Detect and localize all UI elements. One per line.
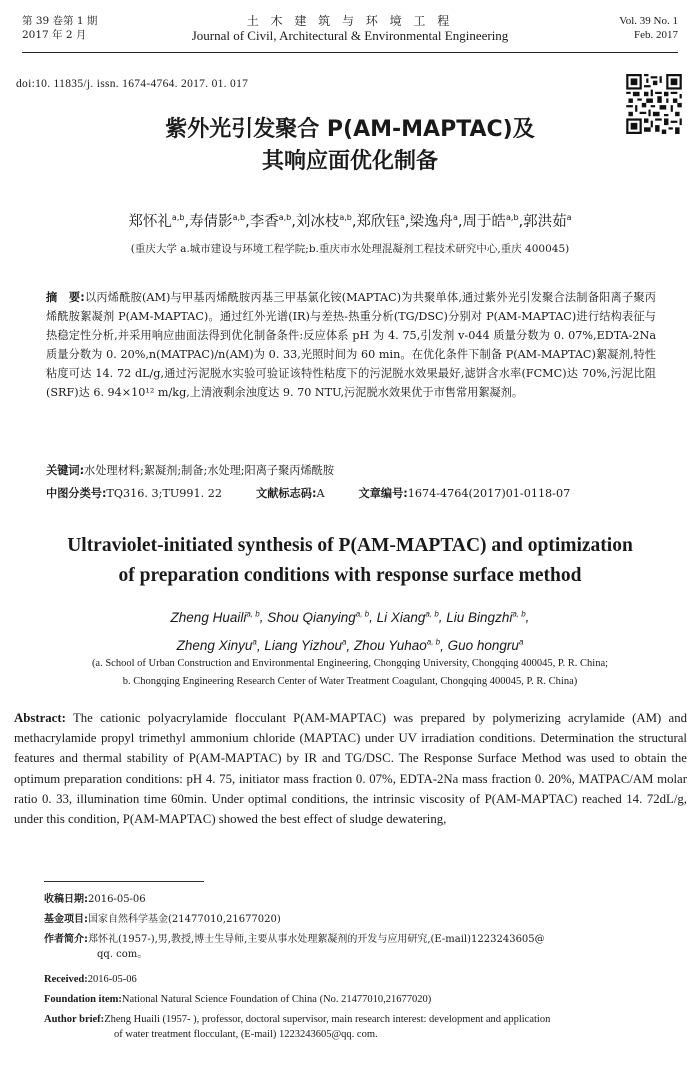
abstract-en — [14, 708, 687, 829]
author-list-en — [0, 601, 700, 658]
title-en-line1: Ultraviolet-initiated synthesis of P(AM-MAPTAC) and optimization — [67, 535, 633, 556]
title-cn-line1: 紫外光引发聚合 P(AM-MAPTAC)及 — [165, 117, 535, 142]
abstract-en-label: Abstract: — [14, 711, 66, 725]
author-list-cn: 郑怀礼$^{a,b}$,寿倩影$^{a,b}$,李香$^{a,b}$,刘冰枝$^{a,b}$,郑欣钰$^a$,梁逸舟$^a$,周于皓$^{a,b}$,郭洪茹$^a$ — [128, 213, 572, 230]
clc-value: TQ316. 3;TU991. 22 — [106, 487, 223, 500]
affiliation-cn: (重庆大学 a.城市建设与环境工程学院;b.重庆市水处理混凝剂工程技术研究中心,重庆 400045) — [130, 243, 570, 255]
keywords-cn — [46, 463, 666, 479]
keywords-cn-label: 关键词: — [46, 464, 85, 477]
authors-en-line1: Zheng Huaili$^{a, b}$, Shou Qianying$^{a, b}$, Li Xiang$^{a, b}$, Liu Bingzhi$^{a, b}$, — [170, 609, 530, 625]
author-cn: 寿倩影$^{a,b}$ — [189, 213, 246, 230]
author-cn: 梁逸舟$^a$ — [409, 213, 458, 230]
author-cn: 郑怀礼$^{a,b}$ — [128, 213, 185, 230]
footnote-fund-en: Foundation item:National Natural Science Foundation of China (No. 21477010,21677020) — [44, 994, 432, 1005]
author-cn: 郭洪茹$^a$ — [523, 213, 572, 230]
affiliation-en — [0, 655, 700, 691]
abstract-en-text: The cationic polyacrylamide flocculant P(AM-MAPTAC) was prepared by polymerizing acrylamide (AM) and methacrylamide propyl trimethyl ammonium chloride (MAPTAC) under UV irradiation conditions. Determination the structural features and thermal stability of P(AM-MAPTAC) by IR and TG/DSC. The Response Surface Method was used to obtain the optimum preparation conditions: pH 4. 75, initiator mass fraction 0. 07%, EDTA-2Na mass fraction 0. 20%, MATPAC/AM molar ratio 0. 33, illumination time 60min. Under optimal conditions, the intrinsic viscosity of P(AM-MAPTAC) reached 14. 72dL/g, under this condition, P(AM-MAPTAC) showed the best effect of sludge dewatering, — [14, 711, 688, 827]
journal-name-cn: 土 木 建 筑 与 环 境 工 程 — [246, 14, 454, 28]
article-number-value: 1674-4764(2017)01-0118-07 — [407, 487, 571, 500]
footnote-fund-cn: 基金项目:国家自然科学基金(21477010,21677020) — [44, 914, 281, 925]
footnote-received-en: Received:2016-05-06 — [44, 974, 137, 985]
doi: doi:10. 11835/j. issn. 1674-4764. 2017. 01. 017 — [16, 78, 249, 90]
classification-line — [46, 486, 666, 502]
issue-cn: 第 39 卷第 1 期 — [22, 15, 98, 27]
issue-en: Vol. 39 No. 1 — [619, 15, 678, 27]
doc-code-value: A — [316, 487, 325, 500]
author-cn: 周于皓$^{a,b}$ — [462, 213, 519, 230]
article-number-label: 文章编号: — [358, 487, 408, 500]
journal-name-en: Journal of Civil, Architectural & Environmental Engineering — [191, 28, 509, 43]
header-center — [22, 14, 678, 44]
affiliation-en-line1: (a. School of Urban Construction and Environmental Engineering, Chongqing University, Chongqing 400045, P. R. China; — [91, 658, 609, 669]
author-en: Liang Yizhou$^a$ — [264, 637, 347, 653]
author-en: Zheng Xinyu$^a$ — [176, 637, 257, 653]
author-cn: 刘冰枝$^{a,b}$ — [295, 213, 352, 230]
authors-en-line2: Zheng Xinyu$^a$, Liang Yizhou$^a$, Zhou Yuhao$^{a, b}$, Guo hongru$^a$ — [176, 637, 524, 653]
header-right — [619, 14, 678, 42]
abstract-cn-text: 以丙烯酰胺(AM)与甲基丙烯酰胺丙基三甲基氯化铵(MAPTAC)为共聚单体,通过紫外光引发聚合法制备阳离子聚丙烯酰胺絮凝剂 P(AM-MAPTAC)。通过红外光谱(IR)与差热-热重分析(TG/DSC)分别对 P(AM-MAPTAC)进行结构表征与热稳定性分析,并采用响应曲面法得到优化制备条件:反应体系 pH 为 4. 75,引发剂 v-044 质量分数为 0. 07%,EDTA-2Na 质量分数为 0. 20%,n(MATPAC)/n(AM)为 0. 33,光照时间为 60 min。在优化条件下制备 P(AM-MAPTAC)絮凝剂,特性粘度可达 14. 72 dL/g,通过污泥脱水实验可验证该特性粘度下的污泥脱水效果最好,滤饼含水率(FCMC)达 70%,污泥比阻(SRF)达 6. 94×10¹² m/kg,上清液剩余浊度达 9. 70 NTU,污泥脱水效果优于市售常用絮凝剂。 — [46, 291, 656, 400]
article-title-en — [0, 531, 700, 591]
running-header — [22, 8, 678, 53]
footnote-author-en: Author brief:Zheng Huaili (1957- ), professor, doctoral supervisor, main research interest: development and application of water treatment flocculant, (E-mail) 1223243605@qq. com. — [44, 1014, 551, 1040]
abstract-cn — [46, 288, 656, 403]
footnote-author-cn: 作者简介:郑怀礼(1957-),男,教授,博士生导师,主要从事水处理絮凝剂的开发与应用研究,(E-mail)1223243605@ qq. com。 — [44, 934, 545, 960]
author-en: Zheng Huaili$^{a, b}$ — [170, 609, 260, 625]
author-en: Guo hongru$^a$ — [447, 637, 524, 653]
clc-label: 中图分类号: — [46, 487, 107, 500]
doc-code-label: 文献标志码: — [256, 487, 317, 500]
abstract-cn-label: 摘 要: — [46, 291, 85, 304]
footnote-received-cn: 收稿日期:2016-05-06 — [44, 894, 146, 905]
date-en: Feb. 2017 — [634, 29, 678, 41]
author-cn: 郑欣钰$^a$ — [356, 213, 405, 230]
article-title-cn — [0, 114, 700, 178]
author-en: Li Xiang$^{a, b}$ — [376, 609, 439, 625]
keywords-cn-text: 水处理材料;絮凝剂;制备;水处理;阳离子聚丙烯酰胺 — [84, 464, 335, 477]
author-en: Shou Qianying$^{a, b}$ — [267, 609, 370, 625]
author-cn: 李香$^{a,b}$ — [249, 213, 292, 230]
title-en-line2: of preparation conditions with response surface method — [118, 565, 582, 586]
author-en: Liu Bingzhi$^{a, b}$ — [446, 609, 526, 625]
author-en: Zhou Yuhao$^{a, b}$ — [353, 637, 441, 653]
date-cn: 2017 年 2 月 — [22, 29, 87, 41]
footnote-divider — [44, 881, 204, 882]
affiliation-en-line2: b. Chongqing Engineering Research Center of Water Treatment Coagulant, Chongqing 400045, P. R. China) — [122, 676, 578, 687]
title-cn-line2: 其响应面优化制备 — [261, 149, 438, 174]
